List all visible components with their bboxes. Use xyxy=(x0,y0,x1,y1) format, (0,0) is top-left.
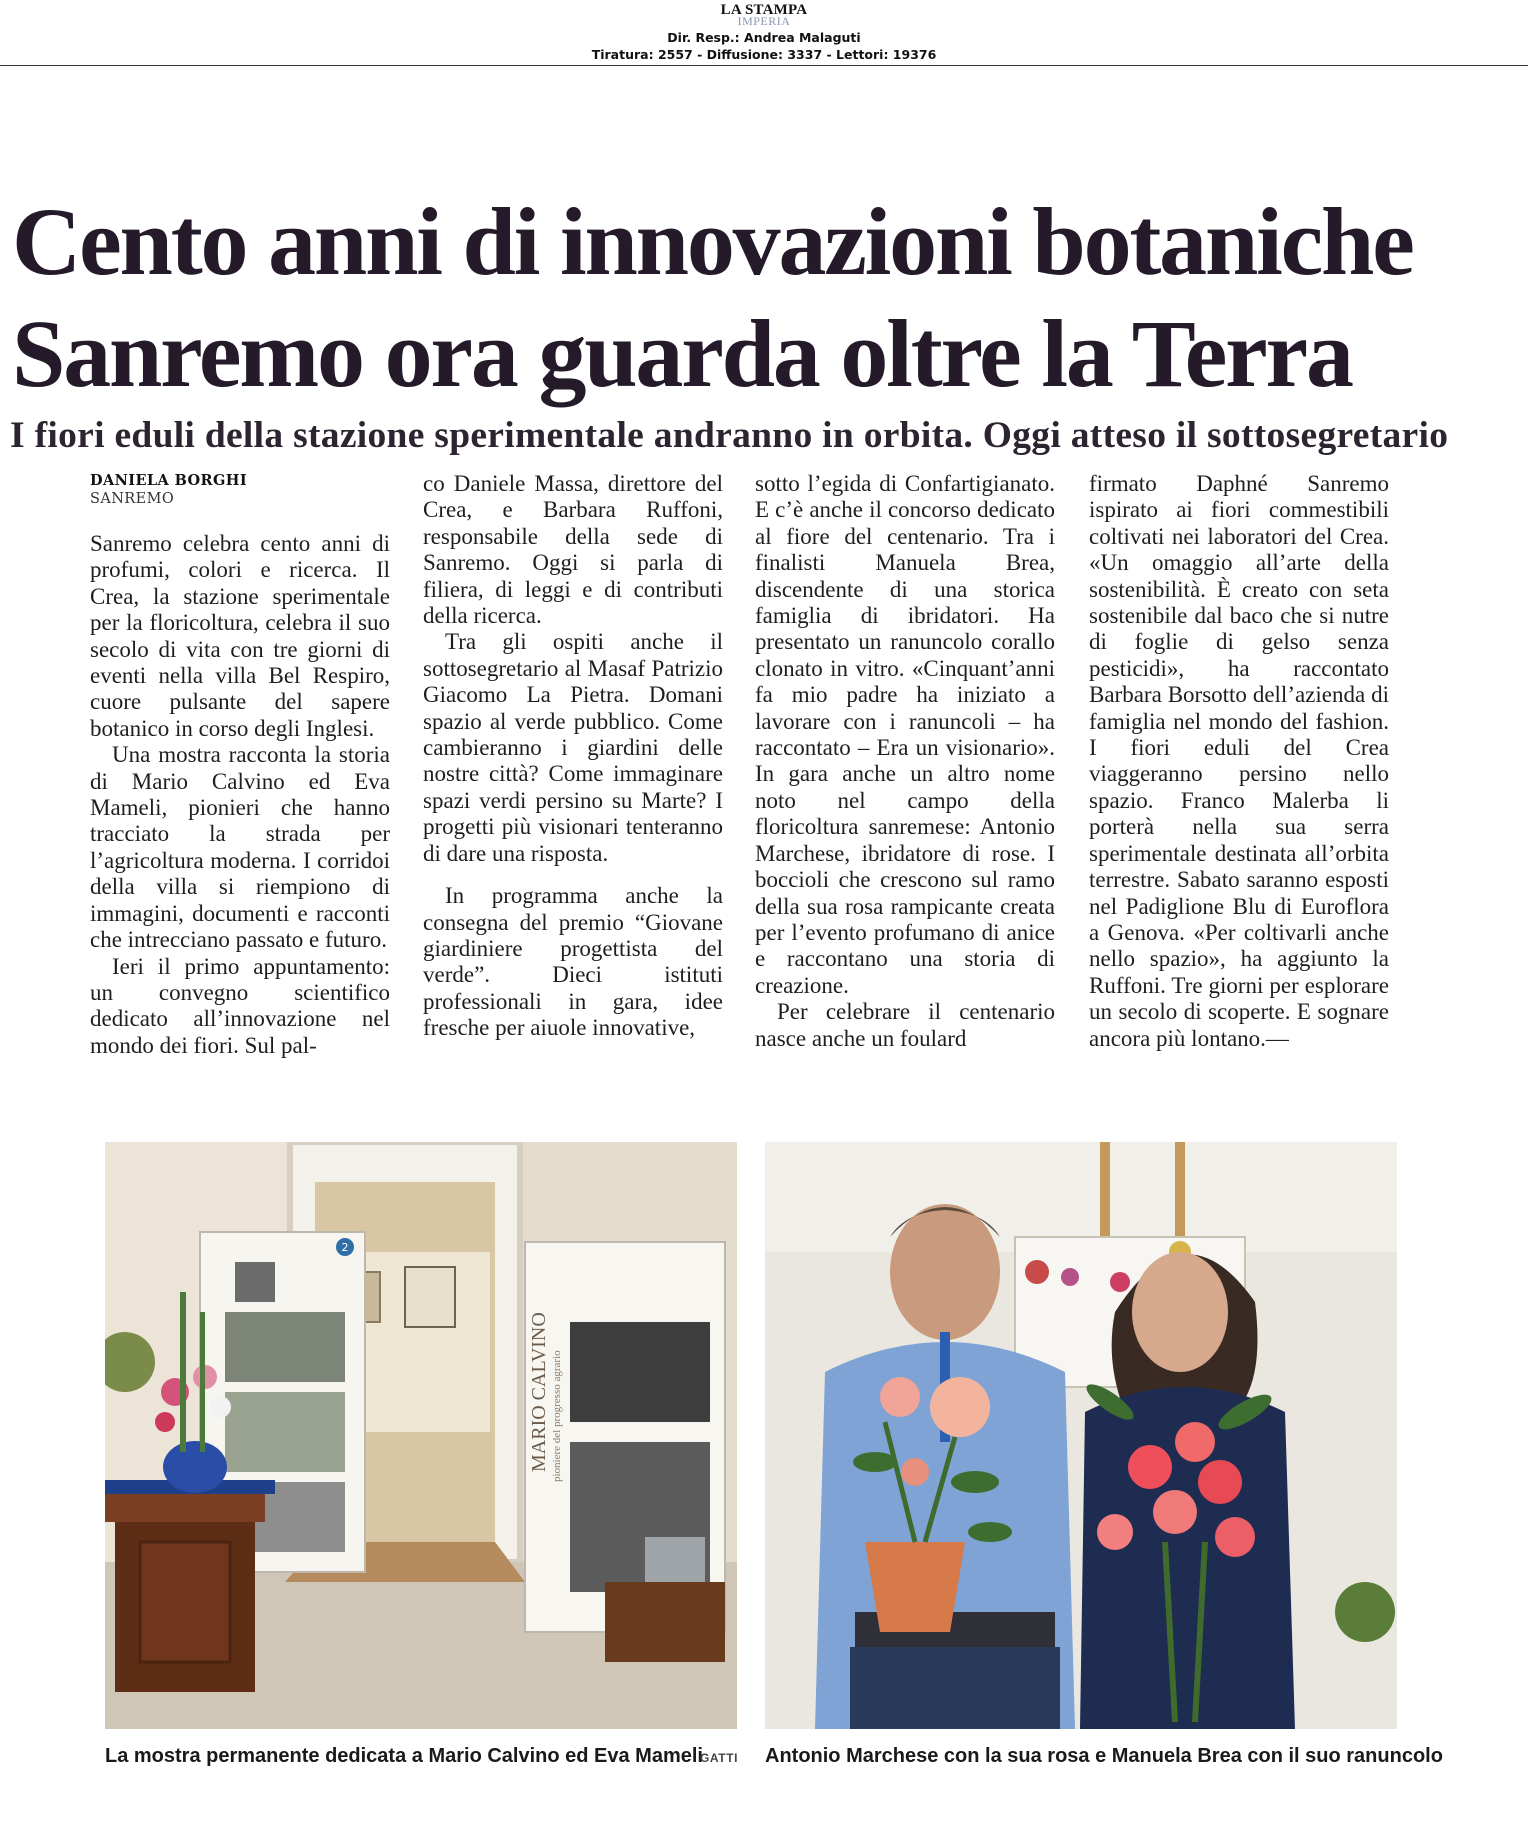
article-column-2 xyxy=(423,471,723,1042)
byline: DANIELA BORGHI xyxy=(90,472,248,489)
paragraph: Sanremo celebra cento anni di profumi, colori e ricerca. Il Crea, la stazione sperimentale per la floricoltura, celebra il suo secolo di vita con tre giorni di eventi nella villa Bel Respiro, cuore pulsante del sapere botanico in corso degli Inglesi. xyxy=(90,531,390,741)
dateline: SANREMO xyxy=(90,491,175,507)
edition-name: IMPERIA xyxy=(737,14,791,28)
article-column-4 xyxy=(1089,471,1389,1052)
exhibition-photo xyxy=(105,1142,737,1729)
photo-credit: GATTI xyxy=(700,1751,739,1765)
headline-line-1: Cento anni di innovazioni botaniche xyxy=(12,188,1413,295)
paragraph: Tra gli ospiti anche il sottosegretario al Masaf Patrizio Giacomo La Pietra. Domani spazio al verde pubblico. Come cambieranno i giardini delle nostre città? Come immaginare spazi verdi persino su Marte? I progetti più visionari tenteranno di dare una risposta. xyxy=(423,629,723,866)
panel-title: MARIO CALVINO xyxy=(528,1312,550,1472)
photo-caption-right: Antonio Marchese con la sua rosa e Manuela Brea con il suo ranuncolo xyxy=(765,1745,1443,1767)
paragraph: firmato Daphné Sanremo ispirato ai fiori commestibili coltivati nei laboratori del Crea. «Un omaggio all’arte della sostenibilità. È creato con seta sostenibile dal baco che si nutre di foglie di gelso senza pesticidi», ha raccontato Barbara Borsotto dell’azienda di famiglia nel mondo del fashion. I fiori eduli del Crea viaggeranno persino nello spazio. Franco Malerba li porterà nella sua serra sperimentale destinata all’orbita terrestre. Sabato saranno esposti nel Padiglione Blu di Euroflora a Genova. «Per coltivarli anche nello spazio», ha aggiunto la Ruffoni. Tre giorni per esplorare un secolo di scoperte. E sognare ancora più lontano.— xyxy=(1089,471,1389,1051)
paragraph: co Daniele Massa, direttore del Crea, e Barbara Ruffoni, responsabile della sede di Sanremo. Oggi si parla di filiera, di leggi e di contributi della ricerca. xyxy=(423,471,723,629)
panel-subtitle: pioniere del progresso agrario xyxy=(551,1350,563,1482)
paragraph: In programma anche la consegna del premio “Giovane giardiniere progettista del verde”. Dieci istituti professionali in gara, idee fresche per aiuole innovative, xyxy=(423,883,723,1041)
masthead xyxy=(0,0,1528,66)
paragraph: Per celebrare il centenario nasce anche un foulard xyxy=(755,999,1055,1051)
exhibition-illustration xyxy=(105,1142,737,1729)
portrait-photo xyxy=(765,1142,1397,1729)
headline-line-2: Sanremo ora guarda oltre la Terra xyxy=(12,300,1352,407)
circulation-stats: Tiratura: 2557 - Diffusione: 3337 - Lettori: 19376 xyxy=(591,47,937,62)
article-column-1 xyxy=(90,471,390,1059)
article-column-3 xyxy=(755,471,1055,1052)
portrait-illustration xyxy=(765,1142,1397,1729)
paragraph: sotto l’egida di Confartigianato. E c’è anche il concorso dedicato al fiore del centenario. Tra i finalisti Manuela Brea, discendente di una storica famiglia di ibridatori. Ha presentato un ranuncolo corallo clonato in vitro. «Cinquant’anni fa mio padre ha iniziato a lavorare con i ranuncoli – ha raccontato – Era un visionario». In gara anche un altro nome noto nel campo della floricoltura sanremese: Antonio Marchese, ibridatore di rose. I boccioli che crescono sul ramo della sua rosa rampicante creata per l’evento profumano di anice e raccontano una storia di creazione. xyxy=(755,471,1055,998)
masthead-divider xyxy=(0,65,1528,66)
paragraph: Ieri il primo appuntamento: un convegno scientifico dedicato all’innovazione nel mondo dei fiori. Sul pal- xyxy=(90,953,390,1058)
panel-badge: 2 xyxy=(341,1241,349,1254)
article-subheadline: I fiori eduli della stazione sperimentale andranno in orbita. Oggi atteso il sottosegretario xyxy=(10,415,1449,456)
newspaper-logo: LA STAMPA xyxy=(720,2,808,18)
photo-caption-left: La mostra permanente dedicata a Mario Calvino ed Eva Mameli xyxy=(105,1745,703,1767)
paragraph: Una mostra racconta la storia di Mario Calvino ed Eva Mameli, pionieri che hanno tracciato la strada per l’agricoltura moderna. I corridoi della villa si riempiono di immagini, documenti e racconti che intrecciano passato e futuro. xyxy=(90,742,390,953)
director-line: Dir. Resp.: Andrea Malaguti xyxy=(667,30,861,45)
article-headline xyxy=(12,186,1522,410)
